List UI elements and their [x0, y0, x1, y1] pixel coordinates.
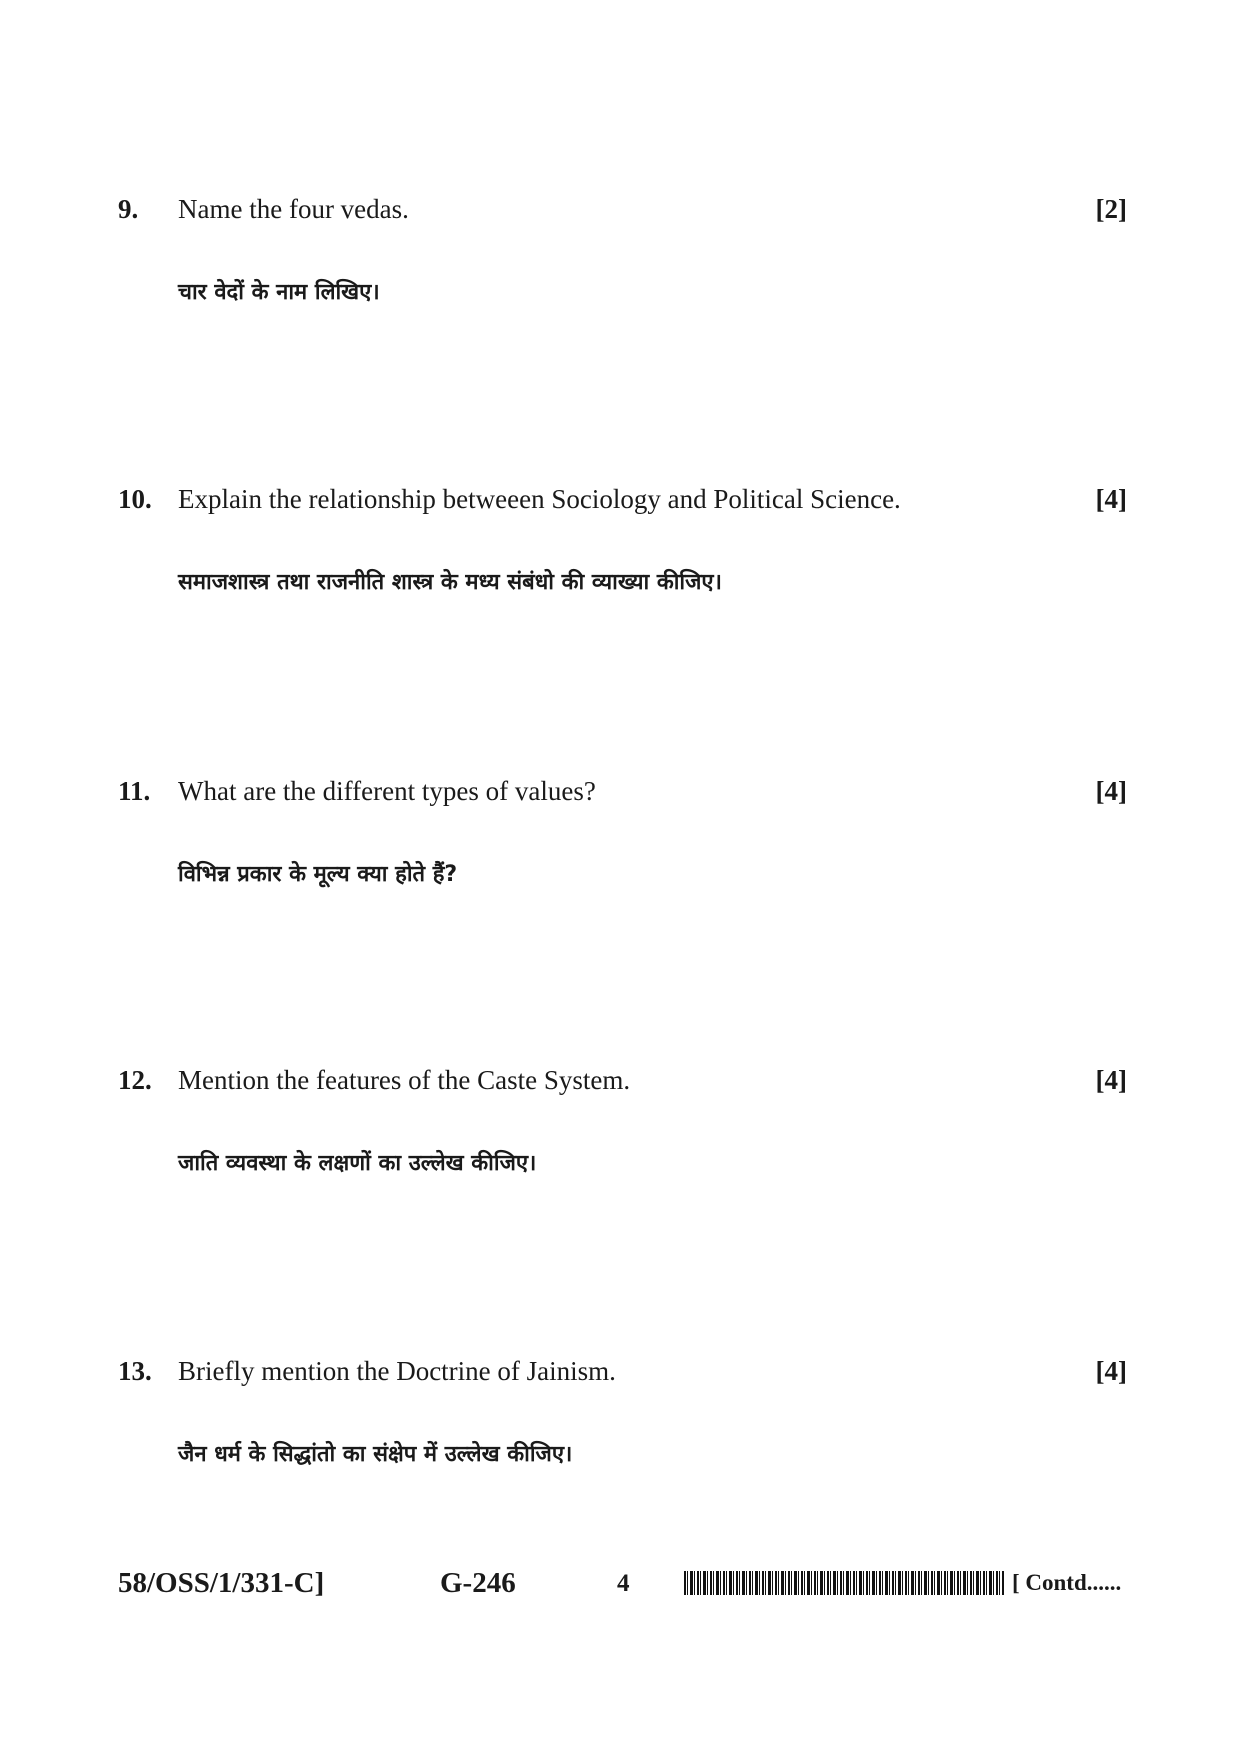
barcode-icon — [684, 1571, 1004, 1595]
question-text-hindi: समाजशास्त्र तथा राजनीति शास्त्र के मध्य संबंधो की व्याख्या कीजिए। — [178, 570, 722, 595]
question-text-english: Explain the relationship betweeen Sociology and Political Science. — [178, 484, 901, 514]
question-text-english: Mention the features of the Caste System. — [178, 1065, 631, 1095]
question-marks: [4] — [1095, 484, 1127, 514]
question-text-english: Briefly mention the Doctrine of Jainism. — [178, 1356, 616, 1386]
question-marks: [4] — [1095, 1065, 1127, 1095]
question-marks: [4] — [1095, 1356, 1127, 1386]
continued-label: [ Contd...... — [1012, 1570, 1122, 1595]
question-number: 13. — [118, 1356, 152, 1386]
page-number: 4 — [617, 1570, 630, 1597]
question-number: 10. — [118, 484, 152, 514]
question-marks: [4] — [1095, 776, 1127, 806]
question-text-english: What are the different types of values? — [178, 776, 596, 806]
question-number: 9. — [118, 194, 139, 224]
question-text-hindi: जाति व्यवस्था के लक्षणों का उल्लेख कीजिए। — [178, 1151, 537, 1176]
question-text-hindi: चार वेदों के नाम लिखिए। — [178, 280, 380, 305]
series-code: G-246 — [440, 1567, 516, 1599]
question-text-hindi: जैन धर्म के सिद्धांतो का संक्षेप में उल्लेख कीजिए। — [178, 1442, 573, 1467]
question-text-english: Name the four vedas. — [178, 194, 409, 224]
page-footer — [0, 1565, 1241, 1605]
question-marks: [2] — [1095, 194, 1127, 224]
paper-code: 58/OSS/1/331-C] — [118, 1567, 325, 1599]
question-number: 12. — [118, 1065, 152, 1095]
question-number: 11. — [118, 776, 151, 806]
question-text-hindi: विभिन्न प्रकार के मूल्य क्या होते हैं? — [178, 862, 458, 887]
